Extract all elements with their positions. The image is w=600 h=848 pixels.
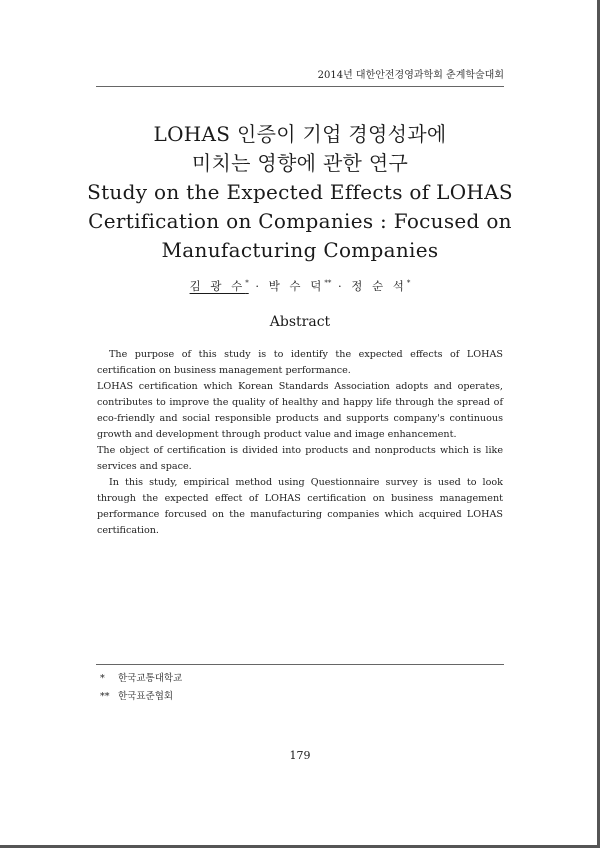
author-2 [269,279,332,293]
footnote-1 [100,670,182,688]
footnote-mark: ** [100,691,110,702]
abstract-paragraph: The purpose of this study is to identify the expected effects of LOHAS certification on business management performance. [97,349,503,376]
abstract-paragraph: The object of certification is divided into products and nonproducts which is like services and space. [97,445,503,472]
abstract-heading: Abstract [269,314,331,330]
abstract-paragraph: LOHAS certification which Korean Standards Association adopts and operates, contributes to improve the quality of healthy and happy life through the spread of eco-friendly and social responsible products and supports company's continuous growth and development through product value and image enhancement. [97,381,503,440]
footnotes [100,670,182,706]
title-line-korean-1: LOHAS 인증이 기업 경영성과에 [153,122,447,146]
author-separator: · [337,279,345,293]
author-name: 김 광 수 [189,279,246,293]
author-name: 박 수 덕 [268,279,325,293]
page-number: 179 [289,749,311,762]
footnote-rule [96,664,504,665]
author-list [60,278,540,294]
abstract-paragraph: In this study, empirical method using Questionnaire survey is used to look through the expected effect of LOHAS certification on business management performance forcused on the manufacturing companies which acquired LOHAS certification. [97,477,503,536]
paper-title [60,120,540,265]
title-line-english-1: Study on the Expected Effects of LOHAS [87,180,513,204]
author-3 [351,279,410,293]
author-1 [190,279,249,293]
author-affiliation-mark: * [245,279,249,288]
header-rule [96,86,504,87]
running-header: 2014년 대한안전경영과학회 춘계학술대회 [317,70,504,81]
author-affiliation-mark: ** [324,279,332,288]
abstract-body [97,347,503,539]
footnote-text: 한국교통대학교 [118,673,183,684]
title-line-english-3: Manufacturing Companies [161,238,439,262]
author-affiliation-mark: * [406,279,411,288]
title-line-english-2: Certification on Companies : Focused on [88,209,512,233]
author-name: 정 순 석 [351,279,407,293]
author-separator: · [255,279,263,293]
footnote-text: 한국표준협회 [118,691,174,702]
footnote-2 [100,688,182,706]
footnote-mark: * [100,673,105,684]
title-line-korean-2: 미치는 영향에 관한 연구 [191,151,409,175]
